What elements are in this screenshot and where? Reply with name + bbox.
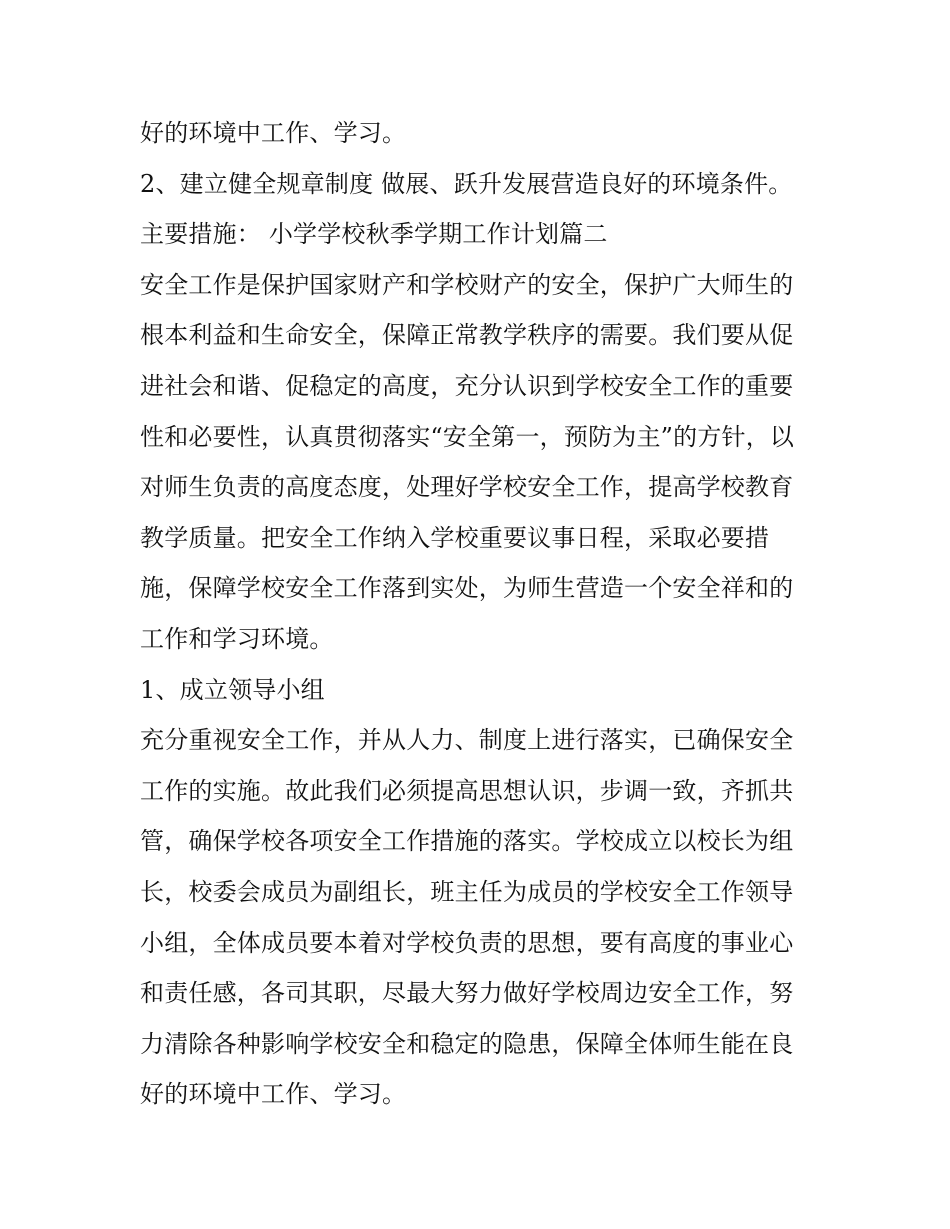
text-line: 力清除各种影响学校安全和稳定的隐患，保障全体师生能在良 <box>140 1029 794 1058</box>
text-line: 充分重视安全工作，并从人力、制度上进行落实，已确保安全 <box>140 726 794 755</box>
text-line: 好的环境中工作、学习。 <box>140 1080 407 1109</box>
document-body <box>140 108 820 1120</box>
text-line: 施，保障学校安全工作落到实处，为师生营造一个安全祥和的 <box>140 574 794 603</box>
text-line: 长，校委会成员为副组长，班主任为成员的学校安全工作领导 <box>140 877 794 906</box>
text-line: 工作的实施。故此我们必须提高思想认识，步调一致，齐抓共 <box>140 776 794 805</box>
text-line: 和责任感，各司其职，尽最大努力做好学校周边安全工作，努 <box>140 979 794 1008</box>
section-heading: 主要措施： 小学学校秋季学期工作计划篇二 <box>140 220 608 249</box>
text-line: 根本利益和生命安全，保障正常教学秩序的需要。我们要从促 <box>140 321 794 350</box>
text-line: 管，确保学校各项安全工作措施的落实。学校成立以校长为组 <box>140 827 794 856</box>
text-line: 教学质量。把安全工作纳入学校重要议事日程，采取必要措 <box>140 523 770 552</box>
numbered-heading: 1、成立领导小组 <box>140 675 325 704</box>
text-line: 安全工作是保护国家财产和学校财产的安全，保护广大师生的 <box>140 270 794 299</box>
text-line: 性和必要性，认真贯彻落实“安全第一，预防为主”的方针，以 <box>140 422 795 451</box>
text-line: 对师生负责的高度态度，处理好学校安全工作，提高学校教育 <box>140 473 794 502</box>
text-line: 进社会和谐、促稳定的高度，充分认识到学校安全工作的重要 <box>140 371 794 400</box>
text-line: 工作和学习环境。 <box>140 624 334 653</box>
text-line: 小组，全体成员要本着对学校负责的思想，要有高度的事业心 <box>140 928 794 957</box>
text-line: 好的环境中工作、学习。 <box>140 119 407 147</box>
numbered-heading: 2、建立健全规章制度 做展、跃升发展营造良好的环境条件。 <box>140 169 793 198</box>
